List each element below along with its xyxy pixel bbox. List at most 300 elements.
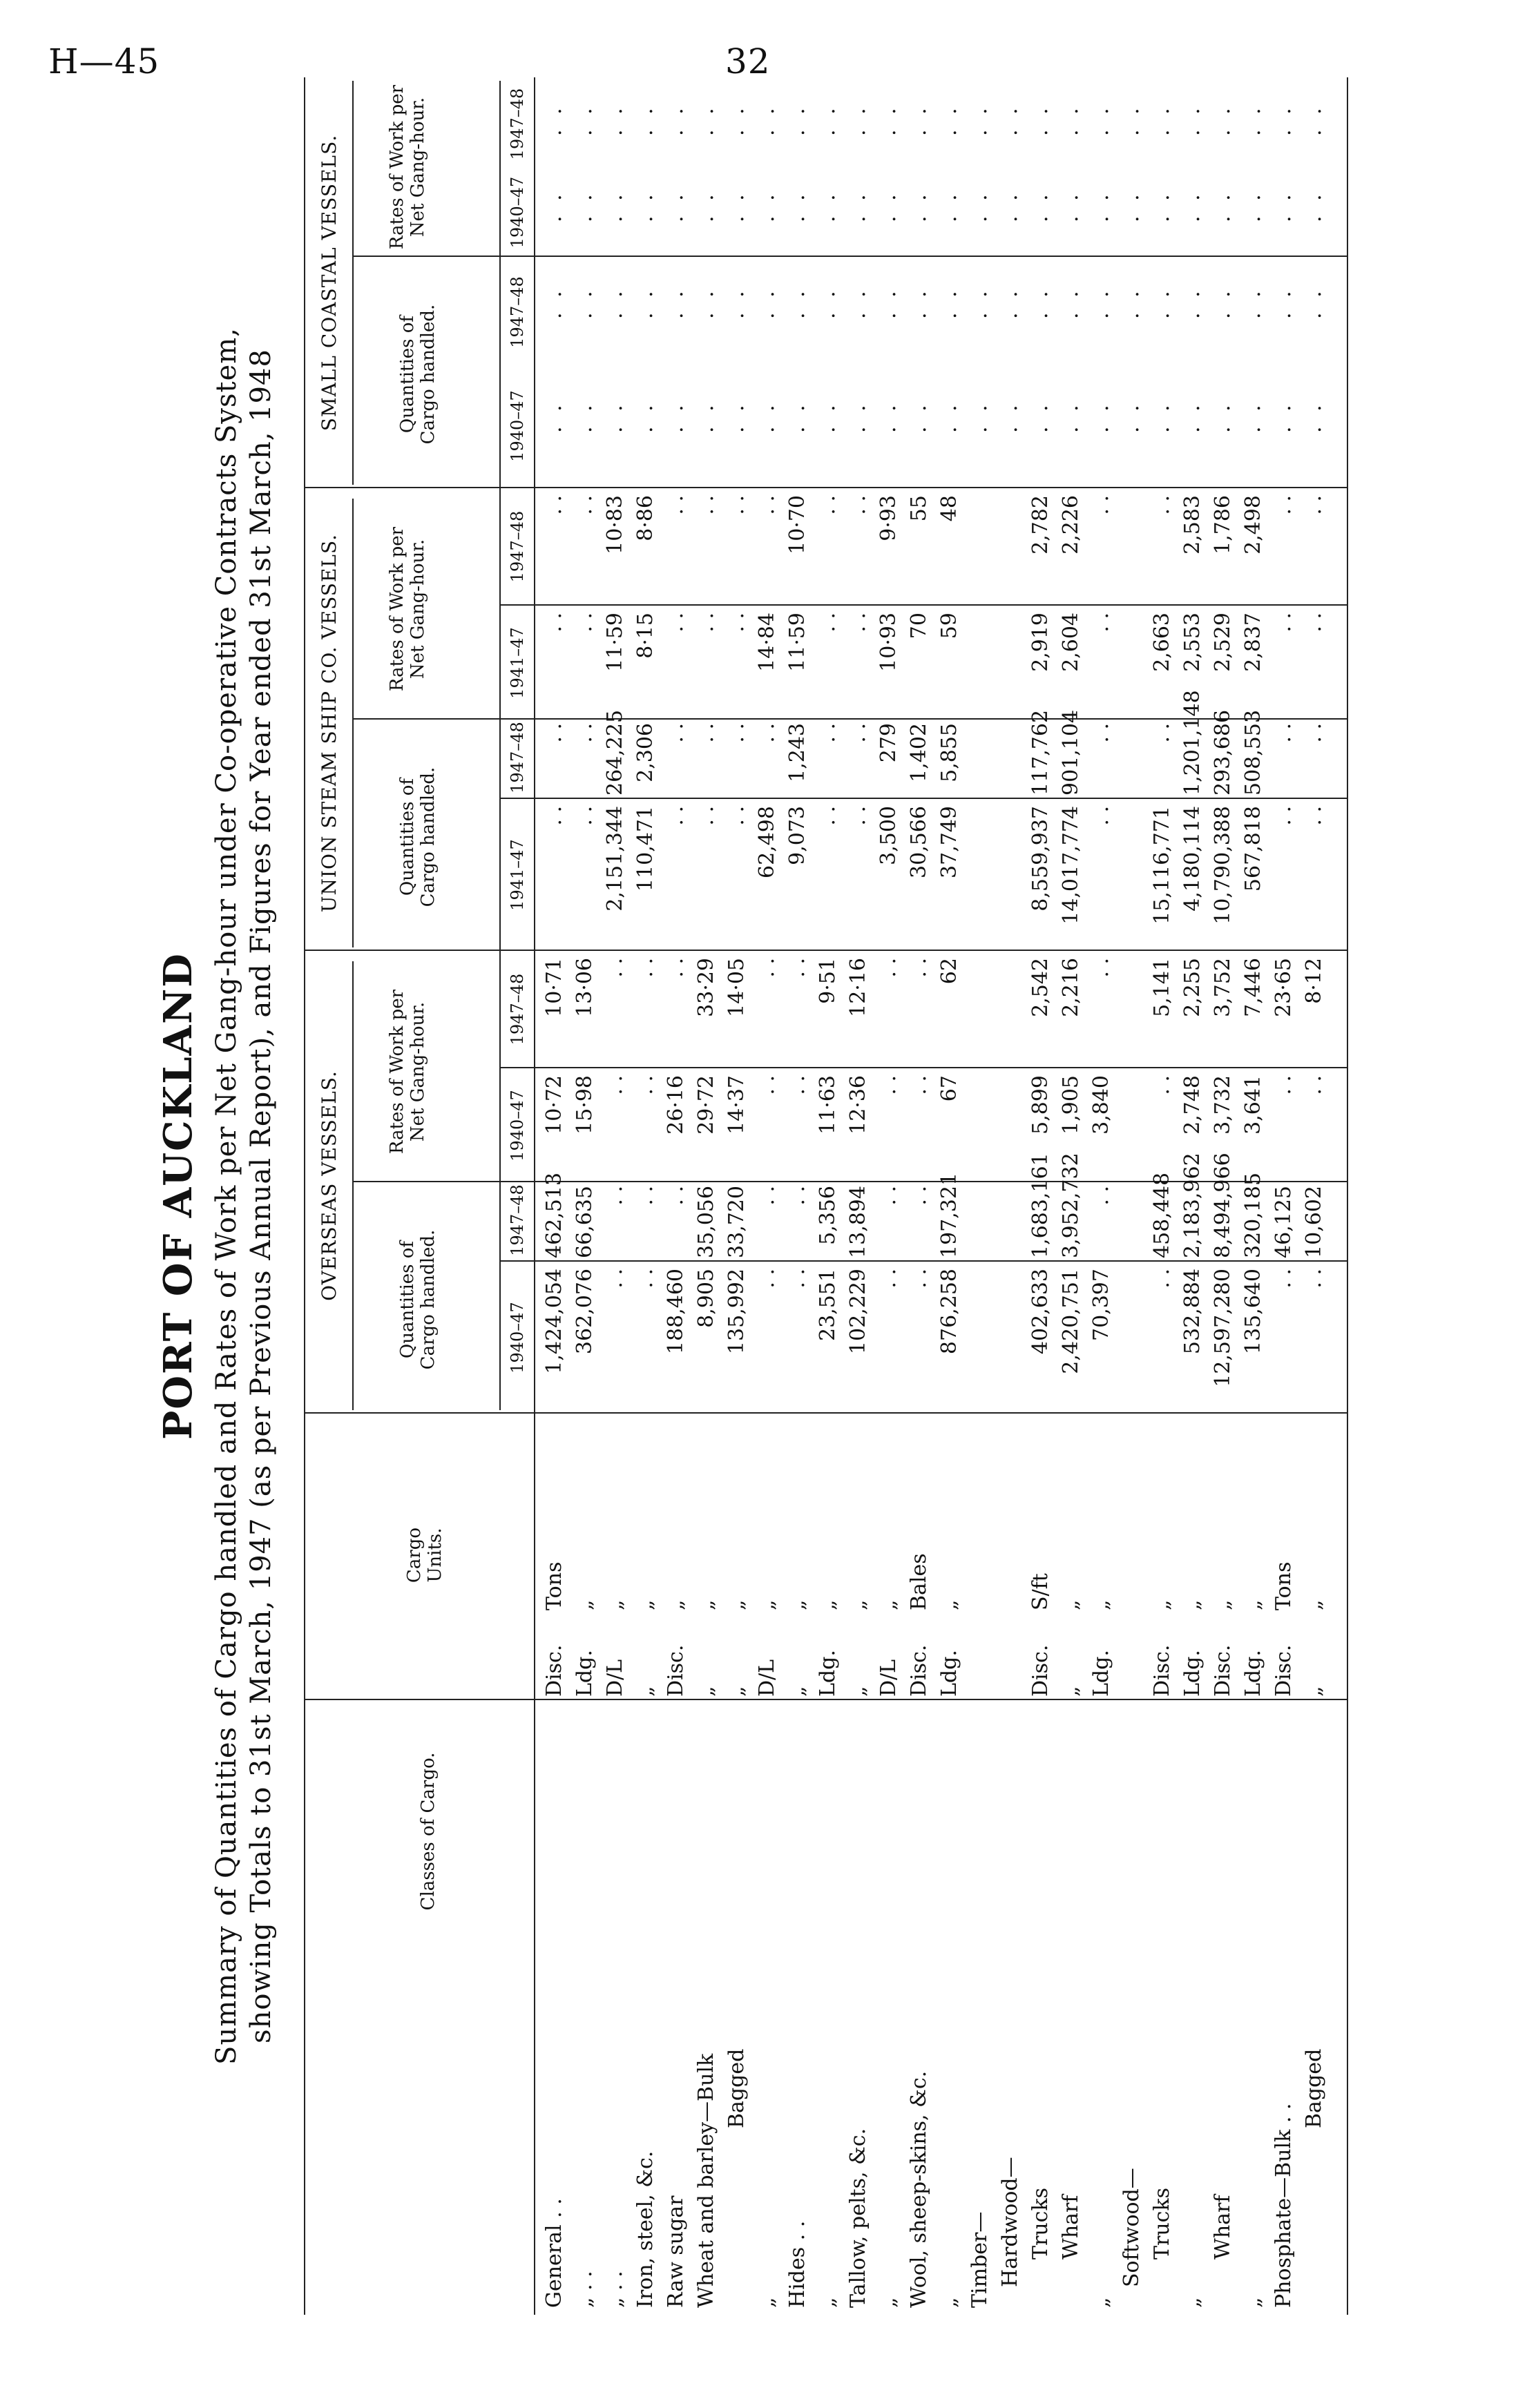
page-ref: H—45 (48, 41, 160, 81)
cell-uq2: . . (755, 723, 779, 743)
cell-coastal-q2: . . (1302, 287, 1326, 319)
cell-ur2: . . (1150, 495, 1174, 515)
cell-coastal-q1: . . (1211, 401, 1235, 433)
cell-ur2: . . (755, 495, 779, 515)
vrule-8 (499, 798, 1347, 799)
cell-or1: . . (1150, 1075, 1174, 1095)
cell-or1: 15·98 (573, 1075, 597, 1135)
cell-op: Disc. (907, 1644, 931, 1697)
cell-uq1: 4,180,114 (1180, 806, 1205, 912)
cell-ur1: 2,663 (1150, 613, 1174, 672)
cell-op: „ (633, 1686, 658, 1697)
cell-or1: . . (1272, 1075, 1296, 1095)
cell-unit: „ (664, 1599, 688, 1610)
cell-op: Ldg. (1241, 1650, 1265, 1697)
cell-or2: . . (633, 958, 658, 978)
cargo-class: Wharf (1211, 2195, 1235, 2260)
overseas-group-rule (352, 961, 354, 1410)
cell-ur1: . . (694, 613, 718, 633)
bottom-rule (1347, 77, 1348, 2315)
cell-op: „ (725, 1686, 749, 1697)
year-union-r2: 1947–48 (508, 510, 527, 583)
cargo-class: Hardwood— (998, 2157, 1022, 2287)
cell-coastal-q2: . . (542, 287, 566, 319)
cell-or2: . . (603, 958, 627, 978)
cell-coastal-q2: . . (846, 287, 870, 319)
cell-coastal-q2: . . (785, 287, 809, 319)
cell-coastal-q1: . . (785, 401, 809, 433)
cell-coastal-r2: . . (968, 104, 992, 136)
cell-uq2: 264,225 (603, 709, 627, 796)
cell-ur1: . . (542, 613, 566, 633)
cell-op: Ldg. (573, 1650, 597, 1697)
cell-uq1: . . (846, 806, 870, 826)
cell-coastal-r1: . . (816, 190, 840, 222)
header-union-quantities: Quantities of Cargo handled. (397, 767, 439, 907)
year-coastal-q2: 1947–48 (508, 276, 527, 348)
cell-op: D/L (755, 1659, 779, 1697)
cell-coastal-r1: . . (876, 190, 901, 222)
cell-op: Disc. (664, 1644, 688, 1697)
cell-coastal-r2: . . (633, 104, 658, 136)
cell-ur2: . . (573, 495, 597, 515)
coastal-group-rule (352, 81, 354, 485)
cell-coastal-q1: . . (1302, 401, 1326, 433)
cell-coastal-q1: . . (846, 401, 870, 433)
cargo-class: Phosphate—Bulk . . (1272, 2103, 1296, 2308)
cell-coastal-q1: . . (694, 401, 718, 433)
cell-unit: „ (1059, 1599, 1083, 1610)
cell-uq2: 1,201,148 (1180, 690, 1205, 796)
cell-oq2: 33,720 (725, 1186, 749, 1258)
cell-or2: 62 (937, 958, 961, 985)
cell-uq2: . . (1150, 723, 1174, 743)
cell-coastal-q1: . . (907, 401, 931, 433)
cell-uq1: . . (694, 806, 718, 826)
cargo-class: „ . . (573, 2271, 597, 2308)
cell-or2: 33·29 (694, 958, 718, 1017)
cell-coastal-r2: . . (937, 104, 961, 136)
cell-coastal-r2: . . (1272, 104, 1296, 136)
cell-coastal-r2: . . (1302, 104, 1326, 136)
cell-or1: . . (907, 1075, 931, 1095)
cargo-class: Hides . . (785, 2220, 809, 2308)
cell-oq2: . . (633, 1186, 658, 1206)
cell-coastal-q2: . . (633, 287, 658, 319)
cell-oq2: 458,448 (1150, 1172, 1174, 1258)
cargo-class: Wheat and barley—Bulk (694, 2053, 718, 2308)
cell-uq2: . . (542, 723, 566, 743)
cell-coastal-r2: . . (694, 104, 718, 136)
cell-unit: „ (725, 1599, 749, 1610)
cargo-class: Softwood— (1120, 2168, 1144, 2287)
cell-oq1: 135,992 (725, 1269, 749, 1355)
cell-uq2: 508,553 (1241, 709, 1265, 796)
cell-uq1: 30,566 (907, 806, 931, 878)
cell-ur2: 1,786 (1211, 495, 1235, 555)
cell-coastal-r2: . . (816, 104, 840, 136)
cell-coastal-q2: . . (573, 287, 597, 319)
cell-uq1: 8,559,937 (1028, 806, 1053, 912)
cargo-class: „ (876, 2297, 901, 2308)
cell-ur2: 2,226 (1059, 495, 1083, 555)
cell-op: „ (785, 1686, 809, 1697)
vrule-10 (499, 604, 1347, 606)
cell-oq2: 5,356 (816, 1186, 840, 1245)
cell-coastal-r2: . . (1211, 104, 1235, 136)
vrule-2 (304, 1412, 1347, 1414)
vrule-5 (499, 1260, 1347, 1262)
cell-coastal-r1: . . (968, 190, 992, 222)
cell-uq2: . . (1272, 723, 1296, 743)
cell-oq1: 876,258 (937, 1269, 961, 1355)
year-union-r1: 1941–47 (508, 627, 527, 699)
cell-uq1: . . (1272, 806, 1296, 826)
cell-op: „ (694, 1686, 718, 1697)
cell-uq2: 5,855 (937, 723, 961, 782)
cell-oq1: 23,551 (816, 1269, 840, 1341)
cell-coastal-r1: . . (603, 190, 627, 222)
cell-or2: . . (785, 958, 809, 978)
cell-uq1: 14,017,774 (1059, 806, 1083, 925)
cell-ur2: 8·86 (633, 495, 658, 541)
cell-oq2: . . (755, 1186, 779, 1206)
cell-coastal-q1: . . (1028, 401, 1053, 433)
cell-coastal-q2: . . (937, 287, 961, 319)
cell-coastal-q2: . . (664, 287, 688, 319)
cell-or1: 3,641 (1241, 1075, 1265, 1135)
cell-coastal-r2: . . (664, 104, 688, 136)
cargo-class: Iron, steel, &c. (633, 2150, 658, 2308)
cell-ur1: . . (816, 613, 840, 633)
cell-ur1: . . (1089, 613, 1113, 633)
cell-oq1: 2,420,751 (1059, 1269, 1083, 1374)
cargo-class: „ . . (603, 2271, 627, 2308)
cell-coastal-q1: . . (755, 401, 779, 433)
year-rule (499, 81, 501, 1410)
cell-op: D/L (876, 1659, 901, 1697)
cell-coastal-r1: . . (725, 190, 749, 222)
cell-coastal-q1: . . (1089, 401, 1113, 433)
cell-ur1: . . (1272, 613, 1296, 633)
cell-ur1: 11·59 (603, 613, 627, 672)
cell-op: Disc. (1272, 1644, 1296, 1697)
page-title: PORT OF AUCKLAND (155, 952, 201, 1440)
cell-coastal-q2: . . (1150, 287, 1174, 319)
cell-ur2: 2,498 (1241, 495, 1265, 555)
cell-coastal-q1: . . (937, 401, 961, 433)
cell-uq1: 567,818 (1241, 806, 1265, 892)
cell-coastal-r1: . . (1180, 190, 1205, 222)
cell-coastal-q2: . . (1272, 287, 1296, 319)
cargo-class: „ (816, 2297, 840, 2308)
cell-ur1: 2,919 (1028, 613, 1053, 672)
cell-uq1: 15,116,771 (1150, 806, 1174, 925)
cell-ur1: 2,837 (1241, 613, 1265, 672)
cell-coastal-q1: . . (603, 401, 627, 433)
cell-coastal-r2: . . (1120, 104, 1144, 136)
vrule-3 (304, 950, 1347, 951)
cell-oq2: 8,494,966 (1211, 1153, 1235, 1258)
cell-coastal-q2: . . (968, 287, 992, 319)
cell-ur2: . . (1302, 495, 1326, 515)
cargo-class: „ (1241, 2297, 1265, 2308)
cargo-class: „ (937, 2297, 961, 2308)
cell-oq2: 66,635 (573, 1186, 597, 1258)
cell-op: Disc. (1150, 1644, 1174, 1697)
subtitle-line-2: showing Totals to 31st March, 1947 (as per Previous Annual Report), and Figures for Year ended 31st March, 1948 (245, 349, 277, 2043)
cell-coastal-q1: . . (1120, 401, 1144, 433)
cell-uq2: . . (573, 723, 597, 743)
cell-oq2: 46,125 (1272, 1186, 1296, 1258)
cell-coastal-q2: . . (694, 287, 718, 319)
cell-oq2: 462,513 (542, 1172, 566, 1258)
cell-or1: 3,840 (1089, 1075, 1113, 1135)
cell-uq2: . . (846, 723, 870, 743)
cell-uq2: 1,243 (785, 723, 809, 782)
cell-oq2: . . (907, 1186, 931, 1206)
cell-coastal-q1: . . (573, 401, 597, 433)
cell-coastal-r2: . . (846, 104, 870, 136)
cell-oq1: 102,229 (846, 1269, 870, 1355)
cell-ur2: . . (725, 495, 749, 515)
header-coastal: SMALL COASTAL VESSELS. (318, 134, 340, 432)
cell-coastal-r1: . . (998, 190, 1022, 222)
top-rule (304, 77, 305, 2315)
cell-coastal-r1: . . (664, 190, 688, 222)
cell-coastal-r2: . . (785, 104, 809, 136)
cell-coastal-r1: . . (1150, 190, 1174, 222)
cell-or1: 5,899 (1028, 1075, 1053, 1135)
rotated-table (142, 70, 1405, 2322)
cell-or1: 10·72 (542, 1075, 566, 1135)
cell-op: „ (846, 1686, 870, 1697)
cell-uq2: 279 (876, 723, 901, 763)
cell-or1: . . (603, 1075, 627, 1095)
cell-coastal-q2: . . (1180, 287, 1205, 319)
cell-or2: . . (664, 958, 688, 978)
header-coastal-rates: Rates of Work per Net Gang-hour. (387, 84, 428, 250)
cell-unit: „ (876, 1599, 901, 1610)
vrule-7 (499, 1067, 1347, 1068)
cell-or2: 9·51 (816, 958, 840, 1004)
cell-or2: 2,542 (1028, 958, 1053, 1017)
header-classes: Classes of Cargo. (418, 1752, 439, 1911)
year-overseas-r2: 1947–48 (508, 973, 527, 1046)
cell-coastal-r2: . . (1028, 104, 1053, 136)
cell-op: Ldg. (1089, 1650, 1113, 1697)
cell-unit: „ (633, 1599, 658, 1610)
cargo-class: Wharf (1059, 2195, 1083, 2260)
cell-or2: . . (907, 958, 931, 978)
cell-coastal-q2: . . (755, 287, 779, 319)
year-overseas-r1: 1940–47 (508, 1090, 527, 1162)
cell-ur2: 10·83 (603, 495, 627, 555)
cell-coastal-r2: . . (1180, 104, 1205, 136)
year-coastal-r1: 1940–47 (508, 176, 527, 249)
cell-coastal-r1: . . (937, 190, 961, 222)
cell-unit: „ (816, 1599, 840, 1610)
cell-ur2: 2,782 (1028, 495, 1053, 555)
cell-or2: 3,752 (1211, 958, 1235, 1017)
year-overseas-q1: 1940–47 (508, 1302, 527, 1374)
header-bottom-rule (534, 77, 535, 2315)
cell-coastal-r2: . . (876, 104, 901, 136)
cell-uq1: . . (664, 806, 688, 826)
cell-oq1: . . (785, 1269, 809, 1289)
year-coastal-q1: 1940–47 (508, 390, 527, 462)
header-overseas-rates: Rates of Work per Net Gang-hour. (387, 989, 428, 1155)
header-coastal-quantities: Quantities of Cargo handled. (397, 304, 439, 445)
cell-oq2: . . (876, 1186, 901, 1206)
cell-op: Disc. (542, 1644, 566, 1697)
cell-coastal-q2: . . (1028, 287, 1053, 319)
cell-uq1: . . (725, 806, 749, 826)
cell-uq1: . . (573, 806, 597, 826)
cell-coastal-r1: . . (785, 190, 809, 222)
cell-oq1: . . (876, 1269, 901, 1289)
cell-coastal-r2: . . (755, 104, 779, 136)
cell-or2: . . (755, 958, 779, 978)
cell-coastal-q2: . . (907, 287, 931, 319)
cell-coastal-q2: . . (998, 287, 1022, 319)
cell-oq2: 197,321 (937, 1172, 961, 1258)
union-group-rule (352, 499, 354, 947)
cell-or1: . . (785, 1075, 809, 1095)
cell-unit: S/ft (1028, 1573, 1053, 1610)
cell-uq1: 110,471 (633, 806, 658, 892)
cargo-class: „ (1180, 2297, 1205, 2308)
cell-or2: . . (876, 958, 901, 978)
cell-coastal-r1: . . (755, 190, 779, 222)
cell-unit: „ (1302, 1599, 1326, 1610)
cell-or2: 13·06 (573, 958, 597, 1017)
cell-ur1: . . (725, 613, 749, 633)
cell-ur1: 2,553 (1180, 613, 1205, 672)
cell-ur2: . . (664, 495, 688, 515)
cell-ur2: . . (1089, 495, 1113, 515)
cell-coastal-r2: . . (573, 104, 597, 136)
cell-coastal-r2: . . (725, 104, 749, 136)
cell-oq2: 13,894 (846, 1186, 870, 1258)
cell-unit: „ (785, 1599, 809, 1610)
cell-coastal-r1: . . (1028, 190, 1053, 222)
vrule-11 (352, 256, 1347, 257)
cell-ur1: 59 (937, 613, 961, 639)
cell-ur2: 48 (937, 495, 961, 522)
cell-ur1: 11·59 (785, 613, 809, 672)
cell-ur1: 14·84 (755, 613, 779, 672)
cell-or1: . . (1302, 1075, 1326, 1095)
cell-ur2: 2,583 (1180, 495, 1205, 555)
cell-oq1: 135,640 (1241, 1269, 1265, 1355)
header-overseas-quantities: Quantities of Cargo handled. (397, 1229, 439, 1370)
vrule-1 (304, 1699, 1347, 1700)
cell-or1: 26·16 (664, 1075, 688, 1135)
cell-uq2: 117,762 (1028, 709, 1053, 796)
cargo-class: Wool, sheep-skins, &c. (907, 2070, 931, 2308)
cell-coastal-q1: . . (542, 401, 566, 433)
cell-oq1: . . (1150, 1269, 1174, 1289)
cell-oq1: 362,076 (573, 1269, 597, 1355)
cell-coastal-q2: . . (876, 287, 901, 319)
cell-ur1: 70 (907, 613, 931, 639)
cell-or2: 12·16 (846, 958, 870, 1017)
cell-uq2: . . (1302, 723, 1326, 743)
cell-or1: 12·36 (846, 1075, 870, 1135)
cell-unit: „ (573, 1599, 597, 1610)
cell-unit: „ (603, 1599, 627, 1610)
cell-or1: 1,905 (1059, 1075, 1083, 1135)
cell-unit: „ (1211, 1599, 1235, 1610)
page-number: 32 (725, 41, 771, 81)
cell-coastal-q1: . . (998, 401, 1022, 433)
cell-or1: . . (633, 1075, 658, 1095)
cell-oq2: 2,183,962 (1180, 1153, 1205, 1258)
header-units: Cargo Units. (404, 1527, 445, 1583)
cell-coastal-r1: . . (633, 190, 658, 222)
cell-coastal-r2: . . (1241, 104, 1265, 136)
cell-ur2: 10·70 (785, 495, 809, 555)
cell-oq1: . . (603, 1269, 627, 1289)
header-overseas: OVERSEAS VESSELS. (318, 1070, 340, 1301)
cell-uq1: 62,498 (755, 806, 779, 878)
cell-oq2: . . (785, 1186, 809, 1206)
cell-ur1: 2,529 (1211, 613, 1235, 672)
cell-coastal-q1: . . (876, 401, 901, 433)
cell-or2: 2,255 (1180, 958, 1205, 1017)
cell-unit: „ (1089, 1599, 1113, 1610)
cell-uq2: . . (694, 723, 718, 743)
cell-or2: 8·12 (1302, 958, 1326, 1004)
cell-oq1: . . (1272, 1269, 1296, 1289)
cell-or1: . . (876, 1075, 901, 1095)
vrule-4 (304, 487, 1347, 488)
cell-or2: 23·65 (1272, 958, 1296, 1017)
cell-oq2: 320,185 (1241, 1172, 1265, 1258)
cell-unit: Bales (907, 1553, 931, 1610)
cell-coastal-q2: . . (603, 287, 627, 319)
cell-ur1: 2,604 (1059, 613, 1083, 672)
cell-or2: 2,216 (1059, 958, 1083, 1017)
cell-coastal-r2: . . (603, 104, 627, 136)
subtitle-line-1: Summary of Quantities of Cargo handled and Rates of Work per Net Gang-hour under Co-operative Contracts System, (211, 327, 242, 2065)
cell-coastal-q2: . . (1120, 287, 1144, 319)
cell-uq2: . . (664, 723, 688, 743)
cargo-class: Bagged (725, 2048, 749, 2128)
cell-or1: 3,732 (1211, 1075, 1235, 1135)
year-overseas-q2: 1947–48 (508, 1184, 527, 1256)
cell-or2: 10·71 (542, 958, 566, 1017)
cell-coastal-r1: . . (573, 190, 597, 222)
cell-uq1: 9,073 (785, 806, 809, 865)
cell-oq1: . . (633, 1269, 658, 1289)
cell-ur2: . . (816, 495, 840, 515)
cell-oq2: 3,952,732 (1059, 1153, 1083, 1258)
cell-ur1: . . (846, 613, 870, 633)
cell-op: Disc. (1211, 1644, 1235, 1697)
cell-uq1: . . (816, 806, 840, 826)
cell-uq2: 293,686 (1211, 709, 1235, 796)
cargo-class: „ (1089, 2297, 1113, 2308)
cargo-class: Raw sugar (664, 2195, 688, 2308)
cell-ur2: . . (542, 495, 566, 515)
header-union-rates: Rates of Work per Net Gang-hour. (387, 526, 428, 692)
cell-uq1: . . (1302, 806, 1326, 826)
cell-uq2: . . (1089, 723, 1113, 743)
cell-coastal-r2: . . (1059, 104, 1083, 136)
cell-or1: 14·37 (725, 1075, 749, 1135)
